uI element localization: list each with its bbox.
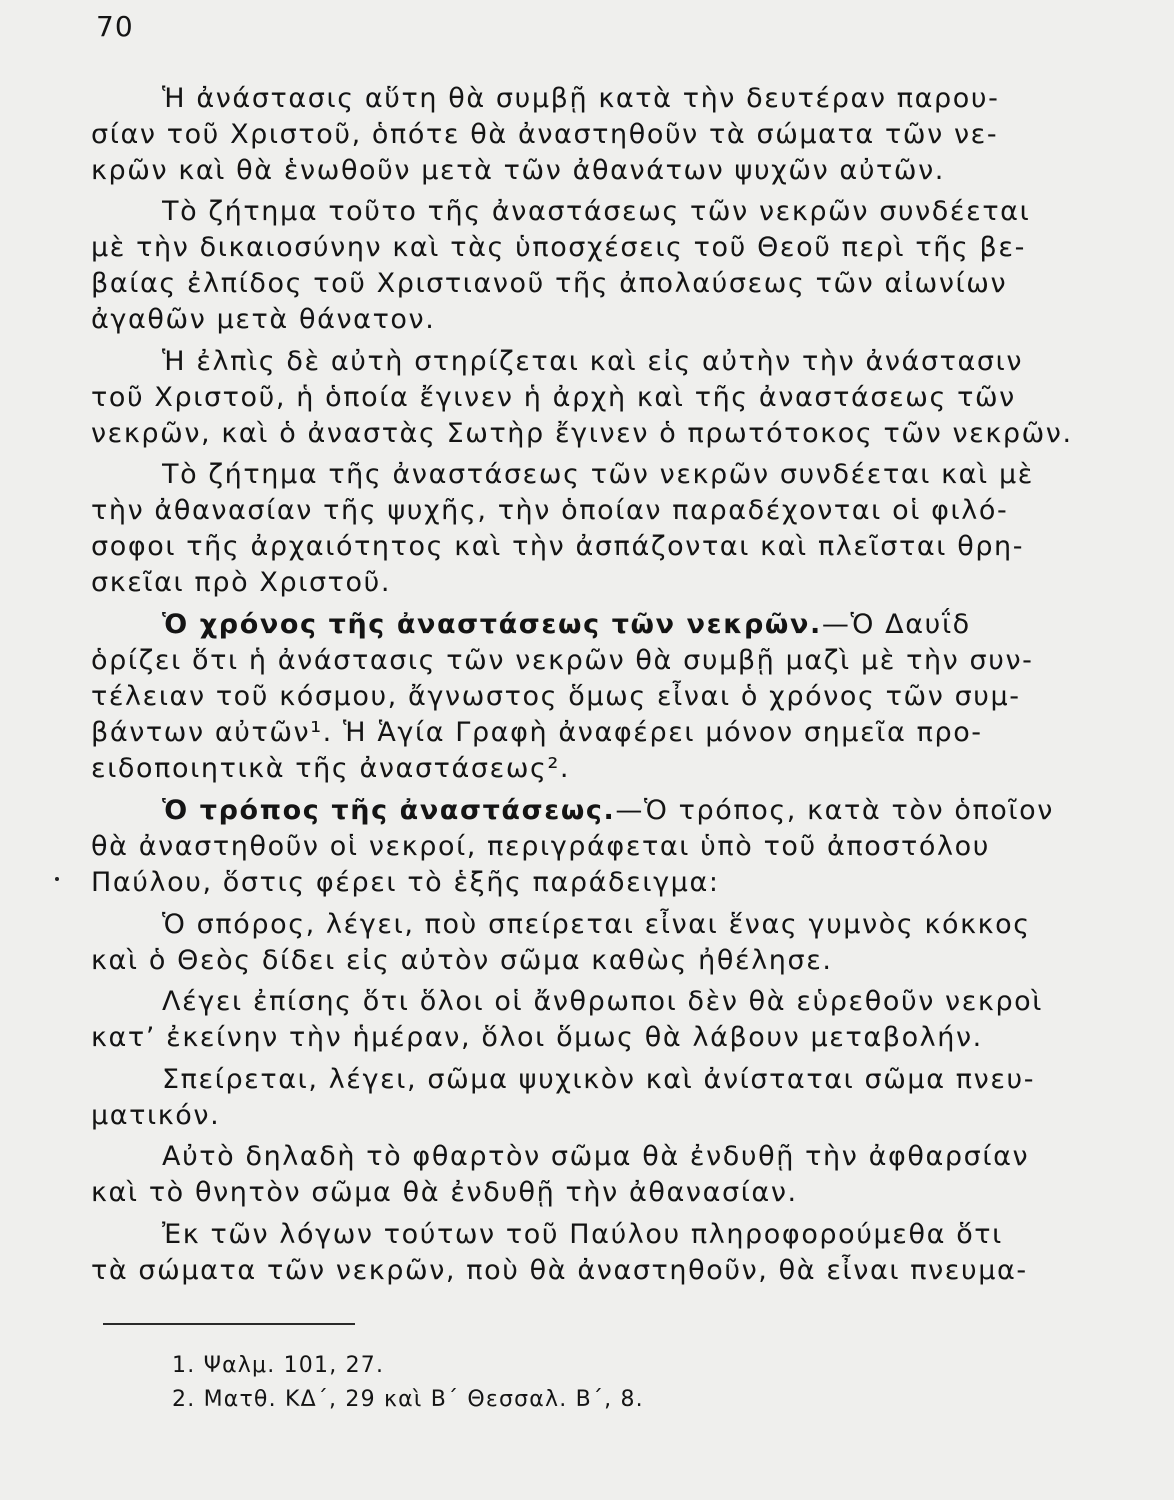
text-line [91,530,1174,564]
text-line [91,566,1174,600]
line-text: Ἡ ἐλπὶς δὲ αὐτὴ στηρίζεται καὶ εἰς αὐτὴν τὴν ἀνάστασιν [162,346,1024,377]
line-text: ὁρίζει ὅτι ἡ ἀνάστασις τῶν νεκρῶν θὰ συμβῇ μαζὶ μὲ τὴν συν- [91,645,1034,676]
footnote-separator [103,1323,355,1325]
line-text: σοφοι τῆς ἀρχαιότητος καὶ τὴν ἀσπάζονται καὶ πλεῖσται θρη- [91,531,1025,562]
line-text: —Ὁ Δαυΐδ [821,609,971,640]
line-text: Σπείρεται, λέγει, σῶμα ψυχικὸν καὶ ἀνίσταται σῶμα πνευ- [162,1064,1036,1095]
text-line [91,1176,1174,1210]
section-heading: Ὁ χρόνος τῆς ἀναστάσεως τῶν νεκρῶν. [162,609,822,640]
line-text: σκεῖαι πρὸ Χριστοῦ. [91,567,392,598]
text-line [162,794,1174,828]
text-line [91,866,1174,900]
print-speck [55,877,59,881]
text-line [162,1218,1174,1252]
text-line [91,118,1174,152]
line-text: Αὐτὸ δηλαδὴ τὸ φθαρτὸν σῶμα θὰ ἐνδυθῇ τὴν ἀφθαρσίαν [162,1141,1030,1172]
footnote-2: 2. Ματθ. ΚΔ΄, 29 καὶ Β΄ Θεσσαλ. Β΄, 8. [172,1387,644,1412]
line-text: βάντων αὐτῶν¹. Ἡ Ἁγία Γραφὴ ἀναφέρει μόνον σημεῖα προ- [91,717,983,748]
text-line [162,908,1174,942]
text-line [91,154,1174,188]
line-text: Παύλου, ὅστις φέρει τὸ ἑξῆς παράδειγμα: [91,867,720,898]
text-line [91,752,1174,786]
section-heading: Ὁ τρόπος τῆς ἀναστάσεως. [162,795,616,826]
line-text: Λέγει ἐπίσης ὅτι ὅλοι οἱ ἄνθρωποι δὲν θὰ εὑρεθοῦν νεκροὶ [162,986,1044,1017]
line-text: κατ’ ἐκείνην τὴν ἡμέραν, ὅλοι ὅμως θὰ λάβουν μεταβολήν. [91,1022,983,1053]
text-line [162,1063,1174,1097]
line-text: Τὸ ζήτημα τοῦτο τῆς ἀναστάσεως τῶν νεκρῶν συνδέεται [162,196,1031,227]
text-line [91,303,1174,337]
line-text: καὶ ὁ Θεὸς δίδει εἰς αὐτὸν σῶμα καθὼς ἠθέλησε. [91,945,833,976]
line-text: κρῶν καὶ θὰ ἑνωθοῦν μετὰ τῶν ἀθανάτων ψυχῶν αὐτῶν. [91,155,945,186]
line-text: Ὁ σπόρος, λέγει, ποὺ σπείρεται εἶναι ἕνας γυμνὸς κόκκος [162,909,1031,940]
line-text: ματικόν. [91,1100,221,1131]
text-line [162,458,1174,492]
text-line [91,1254,1174,1288]
text-line [91,644,1174,678]
line-text: ἀγαθῶν μετὰ θάνατον. [91,304,436,335]
text-line [91,267,1174,301]
text-line [162,985,1174,1019]
page-number: 70 [96,10,134,43]
text-line [91,944,1174,978]
footnote-1: 1. Ψαλμ. 101, 27. [172,1353,385,1378]
line-text: Τὸ ζήτημα τῆς ἀναστάσεως τῶν νεκρῶν συνδέεται καὶ μὲ [162,459,1034,490]
line-text: τέλειαν τοῦ κόσμου, ἄγνωστος ὅμως εἶναι ὁ χρόνος τῶν συμ- [91,681,1021,712]
text-line [91,716,1174,750]
text-line [162,195,1174,229]
line-text: —Ὁ τρόπος, κατὰ τὸν ὁποῖον [615,795,1054,826]
line-text: τὴν ἀθανασίαν τῆς ψυχῆς, τὴν ὁποίαν παραδέχονται οἱ φιλό- [91,495,1009,526]
line-text: μὲ τὴν δικαιοσύνην καὶ τὰς ὑποσχέσεις τοῦ Θεοῦ περὶ τῆς βε- [91,232,1026,263]
line-text: καὶ τὸ θνητὸν σῶμα θὰ ἐνδυθῇ τὴν ἀθανασίαν. [91,1177,798,1208]
text-line [162,1140,1174,1174]
line-text: βαίας ἐλπίδος τοῦ Χριστιανοῦ τῆς ἀπολαύσεως τῶν αἰωνίων [91,268,1008,299]
line-text: ειδοποιητικὰ τῆς ἀναστάσεως². [91,753,571,784]
line-text: τοῦ Χριστοῦ, ἡ ὁποία ἔγινεν ἡ ἀρχὴ καὶ τῆς ἀναστάσεως τῶν [91,382,1016,413]
text-line [91,231,1174,265]
text-line [91,1021,1174,1055]
text-line [91,680,1174,714]
text-line [91,494,1174,528]
line-text: σίαν τοῦ Χριστοῦ, ὁπότε θὰ ἀναστηθοῦν τὰ σώματα τῶν νε- [91,119,999,150]
text-line [91,1099,1174,1133]
text-line [162,82,1174,116]
line-text: τὰ σώματα τῶν νεκρῶν, ποὺ θὰ ἀναστηθοῦν, θὰ εἶναι πνευμα- [91,1255,1028,1286]
text-line [162,345,1174,379]
text-line [162,608,1174,642]
line-text: Ἐκ τῶν λόγων τούτων τοῦ Παύλου πληροφορούμεθα ὅτι [162,1219,1003,1250]
text-line [91,381,1174,415]
line-text: νεκρῶν, καὶ ὁ ἀναστὰς Σωτὴρ ἔγινεν ὁ πρωτότοκος τῶν νεκρῶν. [91,418,1073,449]
text-line [91,830,1174,864]
line-text: Ἡ ἀνάστασις αὕτη θὰ συμβῇ κατὰ τὴν δευτέραν παρου- [162,83,1000,114]
line-text: θὰ ἀναστηθοῦν οἱ νεκροί, περιγράφεται ὑπὸ τοῦ ἀποστόλου [91,831,990,862]
text-line [91,417,1174,451]
